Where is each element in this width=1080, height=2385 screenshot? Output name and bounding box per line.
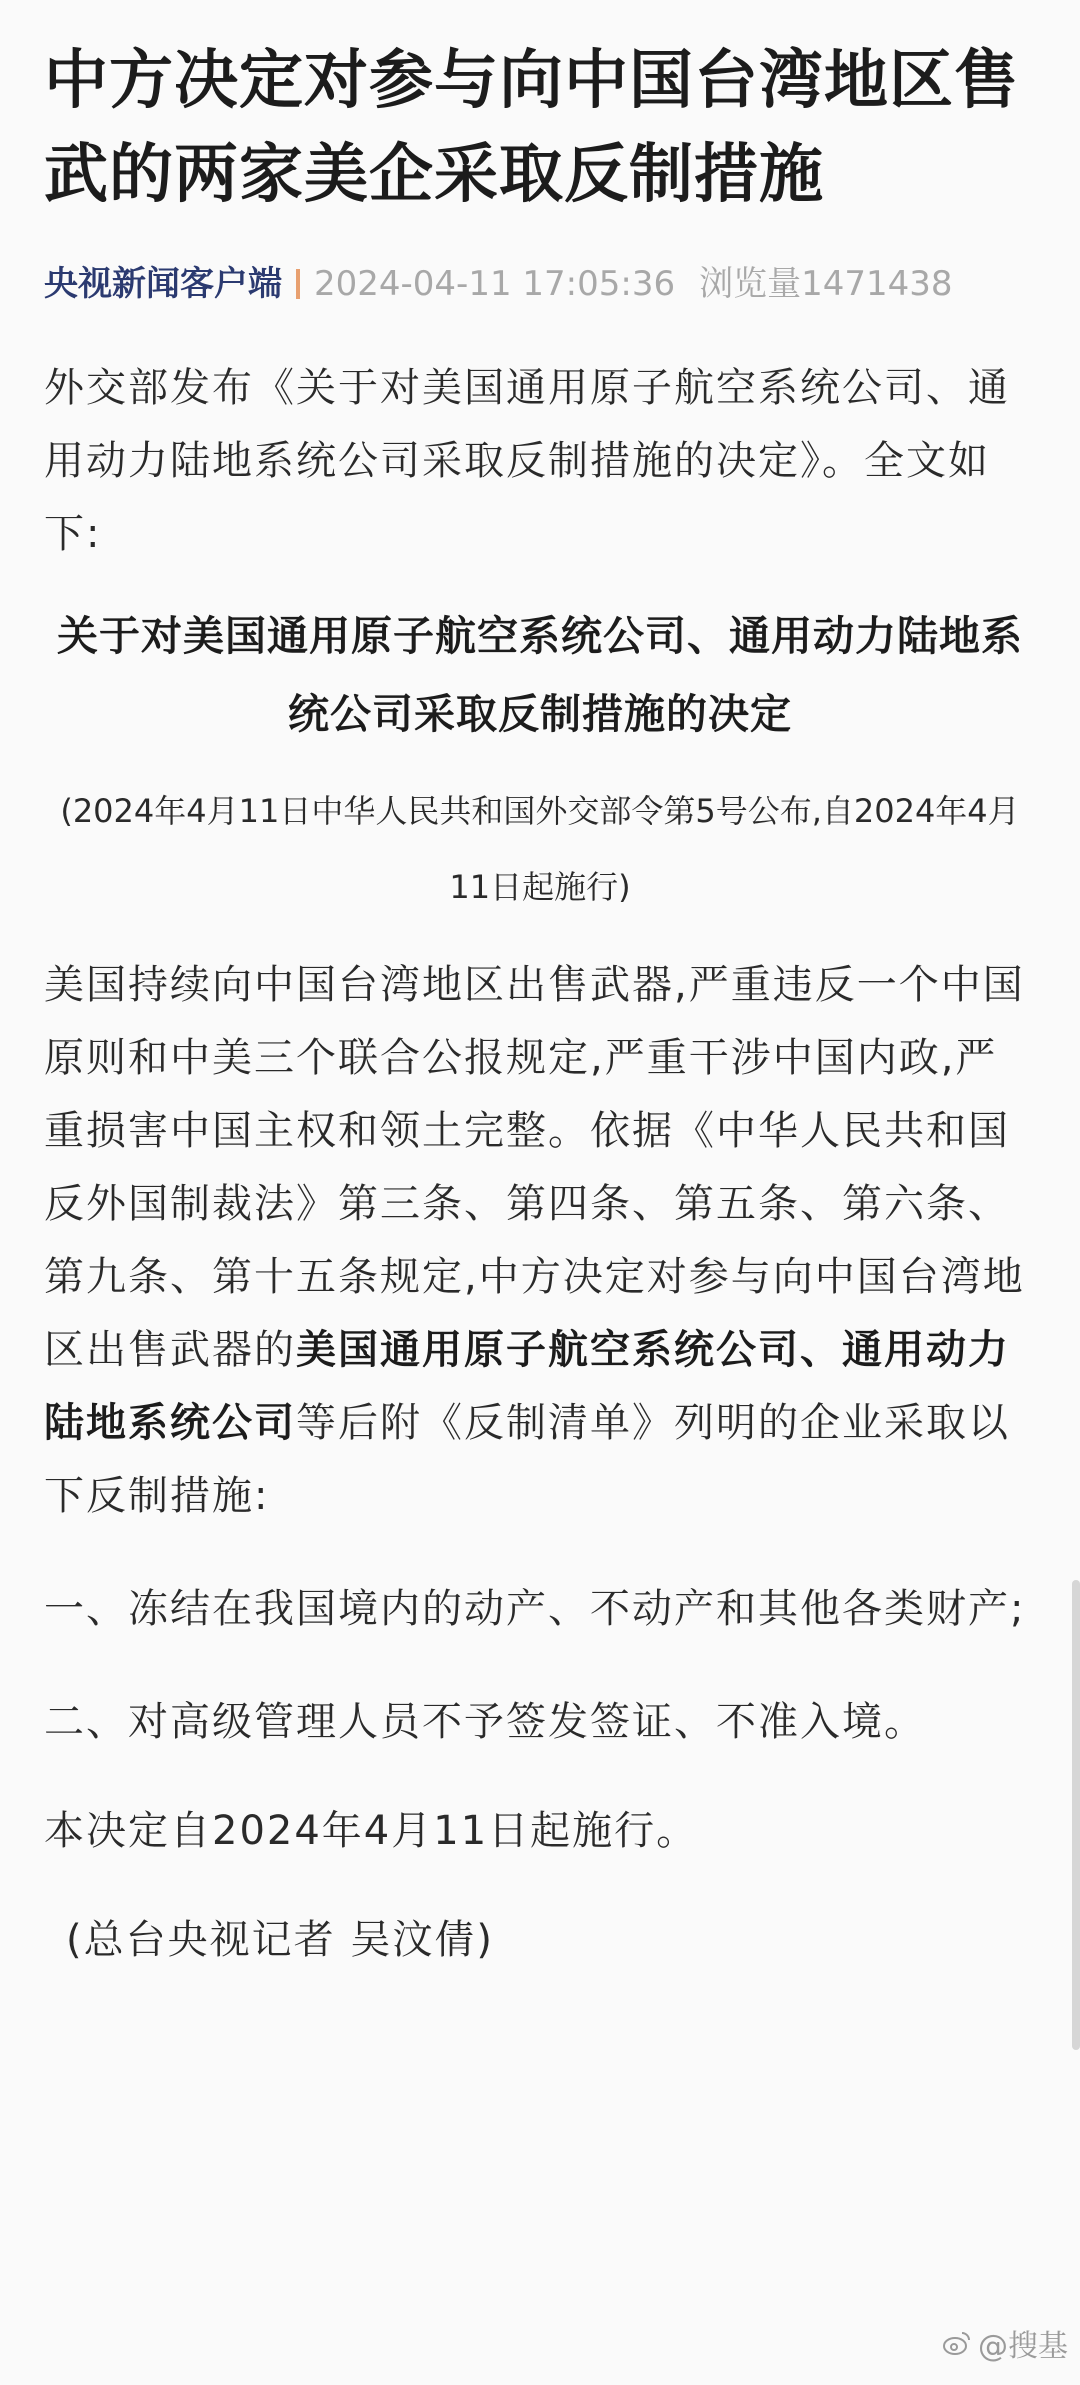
view-count: 浏览量1471438 xyxy=(699,264,953,304)
document-subtitle: (2024年4月11日中华人民共和国外交部令第5号公布,自2024年4月11日起施行) xyxy=(60,792,1020,906)
article-meta xyxy=(44,262,1036,306)
measure-item-1: 一、冻结在我国境内的动产、不动产和其他各类财产; xyxy=(44,1586,1026,1632)
scrollbar[interactable] xyxy=(1072,1580,1080,2050)
meta-separator xyxy=(296,269,300,299)
publish-time: 2024-04-11 17:05:36 xyxy=(314,264,676,304)
measure-item-2: 二、对高级管理人员不予签发签证、不准入境。 xyxy=(44,1699,926,1745)
watermark xyxy=(942,2321,1068,2365)
watermark-text: @搜基 xyxy=(978,2329,1068,2364)
body-paragraph xyxy=(44,949,1036,1533)
body-text-part2: 等后附《反制清单》列明的企业采取以下反制措施: xyxy=(44,1400,1010,1519)
intro-paragraph: 外交部发布《关于对美国通用原子航空系统公司、通用动力陆地系统公司采取反制措施的决定》。全文如下: xyxy=(44,365,1010,557)
source-name[interactable]: 央视新闻客户端 xyxy=(44,264,282,304)
document-title: 关于对美国通用原子航空系统公司、通用动力陆地系统公司采取反制措施的决定 xyxy=(57,612,1023,738)
effective-date: 本决定自2024年4月11日起施行。 xyxy=(44,1808,699,1854)
article-title: 中方决定对参与向中国台湾地区售武的两家美企采取反制措施 xyxy=(44,44,1019,212)
weibo-icon xyxy=(942,2328,972,2358)
reporter-byline: (总台央视记者 吴汶倩) xyxy=(66,1917,494,1963)
sanctioned-companies: 美国通用原子航空系统公司、通用动力陆地系统公司 xyxy=(44,1327,1010,1446)
body-text-part1: 美国持续向中国台湾地区出售武器,严重违反一个中国原则和中美三个联合公报规定,严重干涉中国内政,严重损害中国主权和领土完整。依据《中华人民共和国反外国制裁法》第三条、第四条、第五条、第六条、第九条、第十五条规定,中方决定对参与向中国台湾地区出售武器的 xyxy=(44,962,1025,1373)
